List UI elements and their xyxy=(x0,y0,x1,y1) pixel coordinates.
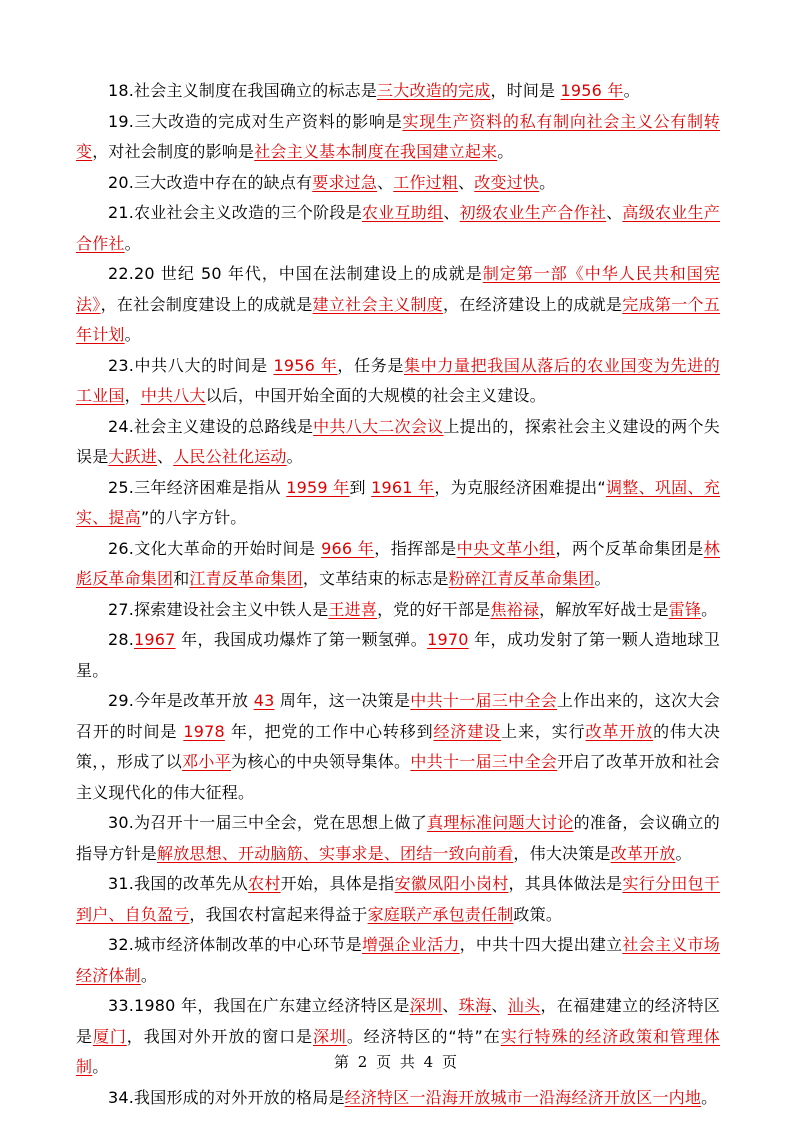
answer-text: 初级农业生产合作社 xyxy=(459,203,607,222)
answer-text: 中央文革小组 xyxy=(456,538,556,558)
question-list xyxy=(76,76,720,1113)
answer-text: 43 xyxy=(253,691,275,710)
answer-text: 1978 xyxy=(183,721,225,741)
question-text: 年，成功发射了第一颗人造地球卫星。 xyxy=(76,630,720,680)
answer-text: 真理标准问题大讨论 xyxy=(427,813,574,832)
answer-text: 社会主义基本制度在我国建立起来 xyxy=(254,142,498,161)
question-text: 、 xyxy=(377,172,394,192)
question-text: 。 xyxy=(701,599,718,619)
question-text: 、 xyxy=(491,996,508,1015)
answer-text: 1959 年 xyxy=(286,477,350,497)
question-text: 、 xyxy=(157,447,174,466)
question-text: ，其具体做法是 xyxy=(508,874,623,893)
answer-text: 深圳 xyxy=(409,996,443,1015)
answer-text: 社会主义市场经济体制 xyxy=(76,935,720,985)
question-text: ，时间是 xyxy=(490,81,561,100)
question-text: 18.社会主义制度在我国确立的标志是 xyxy=(108,81,378,100)
question-text: 开启了改革开放和社会主义现代化的伟大征程。 xyxy=(76,752,720,802)
answer-text: 经济建设 xyxy=(433,721,502,741)
answer-text: 完成第一个五年计划 xyxy=(76,294,721,344)
question-text: ，文革结束的标志是 xyxy=(302,569,449,588)
question-text: 。 xyxy=(140,965,158,985)
question-item xyxy=(76,168,720,199)
answer-text: 制定第一部《中华人民共和国宪法》 xyxy=(76,264,720,314)
answer-text: 中共十一届三中全会 xyxy=(410,691,558,710)
question-text: 周年，这一决策是 xyxy=(274,691,411,710)
answer-text: 家庭联产承包责任制 xyxy=(367,904,514,924)
page-footer: 第 2 页 共 4 页 xyxy=(334,1053,459,1071)
answer-text: 安徽凤阳小岗村 xyxy=(394,874,509,893)
question-text: 年，我国成功爆炸了第一颗氢弹。 xyxy=(175,630,428,649)
answer-text: 建立社会主义制度 xyxy=(312,294,443,314)
question-text: 。 xyxy=(124,325,141,344)
answer-text: 珠海 xyxy=(458,996,492,1015)
question-text: 30.为召开十一届三中全会，党在思想上做了 xyxy=(108,813,428,832)
question-text: ，指挥部是 xyxy=(374,538,457,558)
question-text: 到 xyxy=(349,477,372,497)
question-text: ，对社会制度的影响是 xyxy=(92,142,255,161)
answer-text: 汕头 xyxy=(507,996,541,1015)
answer-text: 要求过急 xyxy=(312,172,378,192)
answer-text: 雷锋 xyxy=(668,599,702,619)
answer-text: 林彪反革命集团 xyxy=(76,538,720,588)
question-item xyxy=(76,595,720,626)
answer-text: 1956 年 xyxy=(560,81,624,100)
answer-text: 人民公社化运动 xyxy=(173,447,287,466)
question-text: ，两个反革命集团是 xyxy=(555,538,704,558)
answer-text: 966 年 xyxy=(321,538,375,558)
answer-text: 增强企业活力 xyxy=(361,935,460,954)
question-text: ，伟大决策是 xyxy=(513,843,611,863)
question-text: 上来，实行 xyxy=(501,721,586,741)
answer-text: 三大改造的完成 xyxy=(377,81,491,100)
question-text: 28. xyxy=(108,630,135,649)
question-text: 的准备，会议确立的指导方针是 xyxy=(76,813,720,863)
question-text: 、 xyxy=(458,172,475,192)
question-text: 20.三大改造中存在的缺点有 xyxy=(108,172,313,192)
question-item xyxy=(76,625,720,686)
question-text: 27.探索建设社会主义中铁人是 xyxy=(108,599,329,619)
question-text: ”的八字方针。 xyxy=(140,508,247,527)
question-text: 开始，具体是指 xyxy=(280,874,395,893)
answer-text: 王进喜 xyxy=(328,599,378,619)
question-text: 年，把党的工作中心转移到 xyxy=(224,721,434,741)
answer-text: 1956 年 xyxy=(273,355,338,375)
question-text: 25.三年经济困难是指从 xyxy=(108,477,287,497)
question-text: 24.社会主义建设的总路线是 xyxy=(108,416,314,436)
question-text: 。 xyxy=(286,447,303,466)
question-text: 。 xyxy=(675,843,692,863)
question-text: 以后，中国开始全面的大规模的社会主义建设。 xyxy=(205,386,546,405)
question-text: 32.城市经济体制改革的中心环节是 xyxy=(108,935,362,954)
question-text: ，中共十四大提出建立 xyxy=(459,935,623,954)
question-text: ，党的好干部是 xyxy=(377,599,491,619)
question-item xyxy=(76,351,720,412)
question-text: 上提出的，探索社会主义建设的两个失误是 xyxy=(76,416,721,466)
question-text: 21.农业社会主义改造的三个阶段是 xyxy=(108,203,362,222)
answer-text: 粉碎江青反革命集团 xyxy=(448,569,595,588)
answer-text: 实行分田包干到户、自负盈亏 xyxy=(76,874,721,924)
question-text: 。 xyxy=(497,142,514,161)
question-text: ，在社会制度建设上的成就是 xyxy=(100,294,313,314)
answer-text: 深圳 xyxy=(312,1026,347,1046)
question-text: 和 xyxy=(173,569,190,588)
question-item xyxy=(76,808,720,869)
question-item xyxy=(76,534,720,595)
answer-text: 调整、巩固、充实、提高 xyxy=(76,477,720,527)
answer-text: 中共十一届三中全会 xyxy=(410,752,558,771)
answer-text: 实行特殊的经济政策和管理体制 xyxy=(76,1026,720,1076)
answer-text: 农业互助组 xyxy=(361,203,444,222)
question-text: 22.20 世纪 50 年代，中国在法制建设上的成就是 xyxy=(108,264,483,283)
question-text: ，为克服经济困难提出“ xyxy=(434,477,606,497)
question-text: 。经济特区的“特”在 xyxy=(346,1026,501,1046)
answer-text: 1961 年 xyxy=(371,477,435,497)
question-text: ，我国农村富起来得益于 xyxy=(189,904,368,924)
answer-text: 改革开放 xyxy=(585,721,654,741)
question-item xyxy=(76,869,720,930)
question-text: 政策。 xyxy=(513,904,563,924)
question-text: 、 xyxy=(606,203,623,222)
answer-text: 改变过快 xyxy=(474,172,540,192)
question-text: 19.三大改造的完成对生产资料的影响是 xyxy=(108,111,403,131)
question-item xyxy=(76,259,720,351)
answer-text: 中共八大二次会议 xyxy=(313,416,444,436)
question-text: 。 xyxy=(539,172,556,192)
answer-text: 1970 xyxy=(427,630,469,649)
question-text: 31.我国的改革先从 xyxy=(108,874,249,893)
question-text: ，解放军好战士是 xyxy=(539,599,669,619)
question-text: 34.我国形成的对外开放的格局是 xyxy=(108,1087,345,1107)
answer-text: 大跃进 xyxy=(108,447,158,466)
answer-text: 工作过粗 xyxy=(393,172,459,192)
answer-text: 高级农业生产合作社 xyxy=(76,203,720,253)
question-text: ，在经济建设上的成就是 xyxy=(442,294,623,314)
question-text: 26.文化大革命的开始时间是 xyxy=(108,538,322,558)
answer-text: 中共八大 xyxy=(140,386,206,405)
question-item xyxy=(76,930,720,991)
question-item xyxy=(76,473,720,534)
answer-text: 厦门 xyxy=(92,1026,127,1046)
question-text: 29.今年是改革开放 xyxy=(108,691,254,710)
question-text: 。 xyxy=(124,233,141,253)
answer-text: 江青反革命集团 xyxy=(189,569,303,588)
answer-text: 解放思想、开动脑筋、实事求是、团结一致向前看 xyxy=(157,843,514,863)
question-item xyxy=(76,107,720,168)
question-item xyxy=(76,76,720,107)
answer-text: 农村 xyxy=(248,874,281,893)
question-text: 上作出来的，这次大会召开的时间是 xyxy=(76,691,720,741)
answer-text: 焦裕禄 xyxy=(490,599,540,619)
question-text: ，我国对外开放的窗口是 xyxy=(126,1026,313,1046)
question-item xyxy=(76,412,720,473)
question-text: 。 xyxy=(594,569,611,588)
question-text: 的伟大决策，，形成了以 xyxy=(76,721,720,771)
answer-text: 集中力量把我国从落后的农业国变为先进的工业国 xyxy=(76,355,720,405)
question-text: 。 xyxy=(92,1057,109,1076)
question-text: ，在福建建立的经济特区是 xyxy=(76,996,721,1046)
question-text: ，任务是 xyxy=(337,355,405,375)
question-text: 33.1980 年，我国在广东建立经济特区是 xyxy=(108,996,410,1015)
question-text: ， xyxy=(124,386,141,405)
question-text: 为核心的中央领导集体。 xyxy=(231,752,411,771)
answer-text: 经济特区一沿海开放城市一沿海经济开放区一内地 xyxy=(344,1087,702,1107)
answer-text: 改革开放 xyxy=(610,843,676,863)
question-text: 、 xyxy=(443,203,460,222)
question-item xyxy=(76,1083,720,1114)
question-text: 23.中共八大的时间是 xyxy=(108,355,274,375)
answer-text: 邓小平 xyxy=(182,752,232,771)
question-item xyxy=(76,198,720,259)
question-item xyxy=(76,686,720,808)
answer-text: 实现生产资料的私有制向社会主义公有制转变 xyxy=(76,111,720,161)
question-text: 、 xyxy=(442,996,459,1015)
question-text: 。 xyxy=(701,1087,718,1107)
answer-text: 1967 xyxy=(134,630,176,649)
question-text: 。 xyxy=(623,81,640,100)
